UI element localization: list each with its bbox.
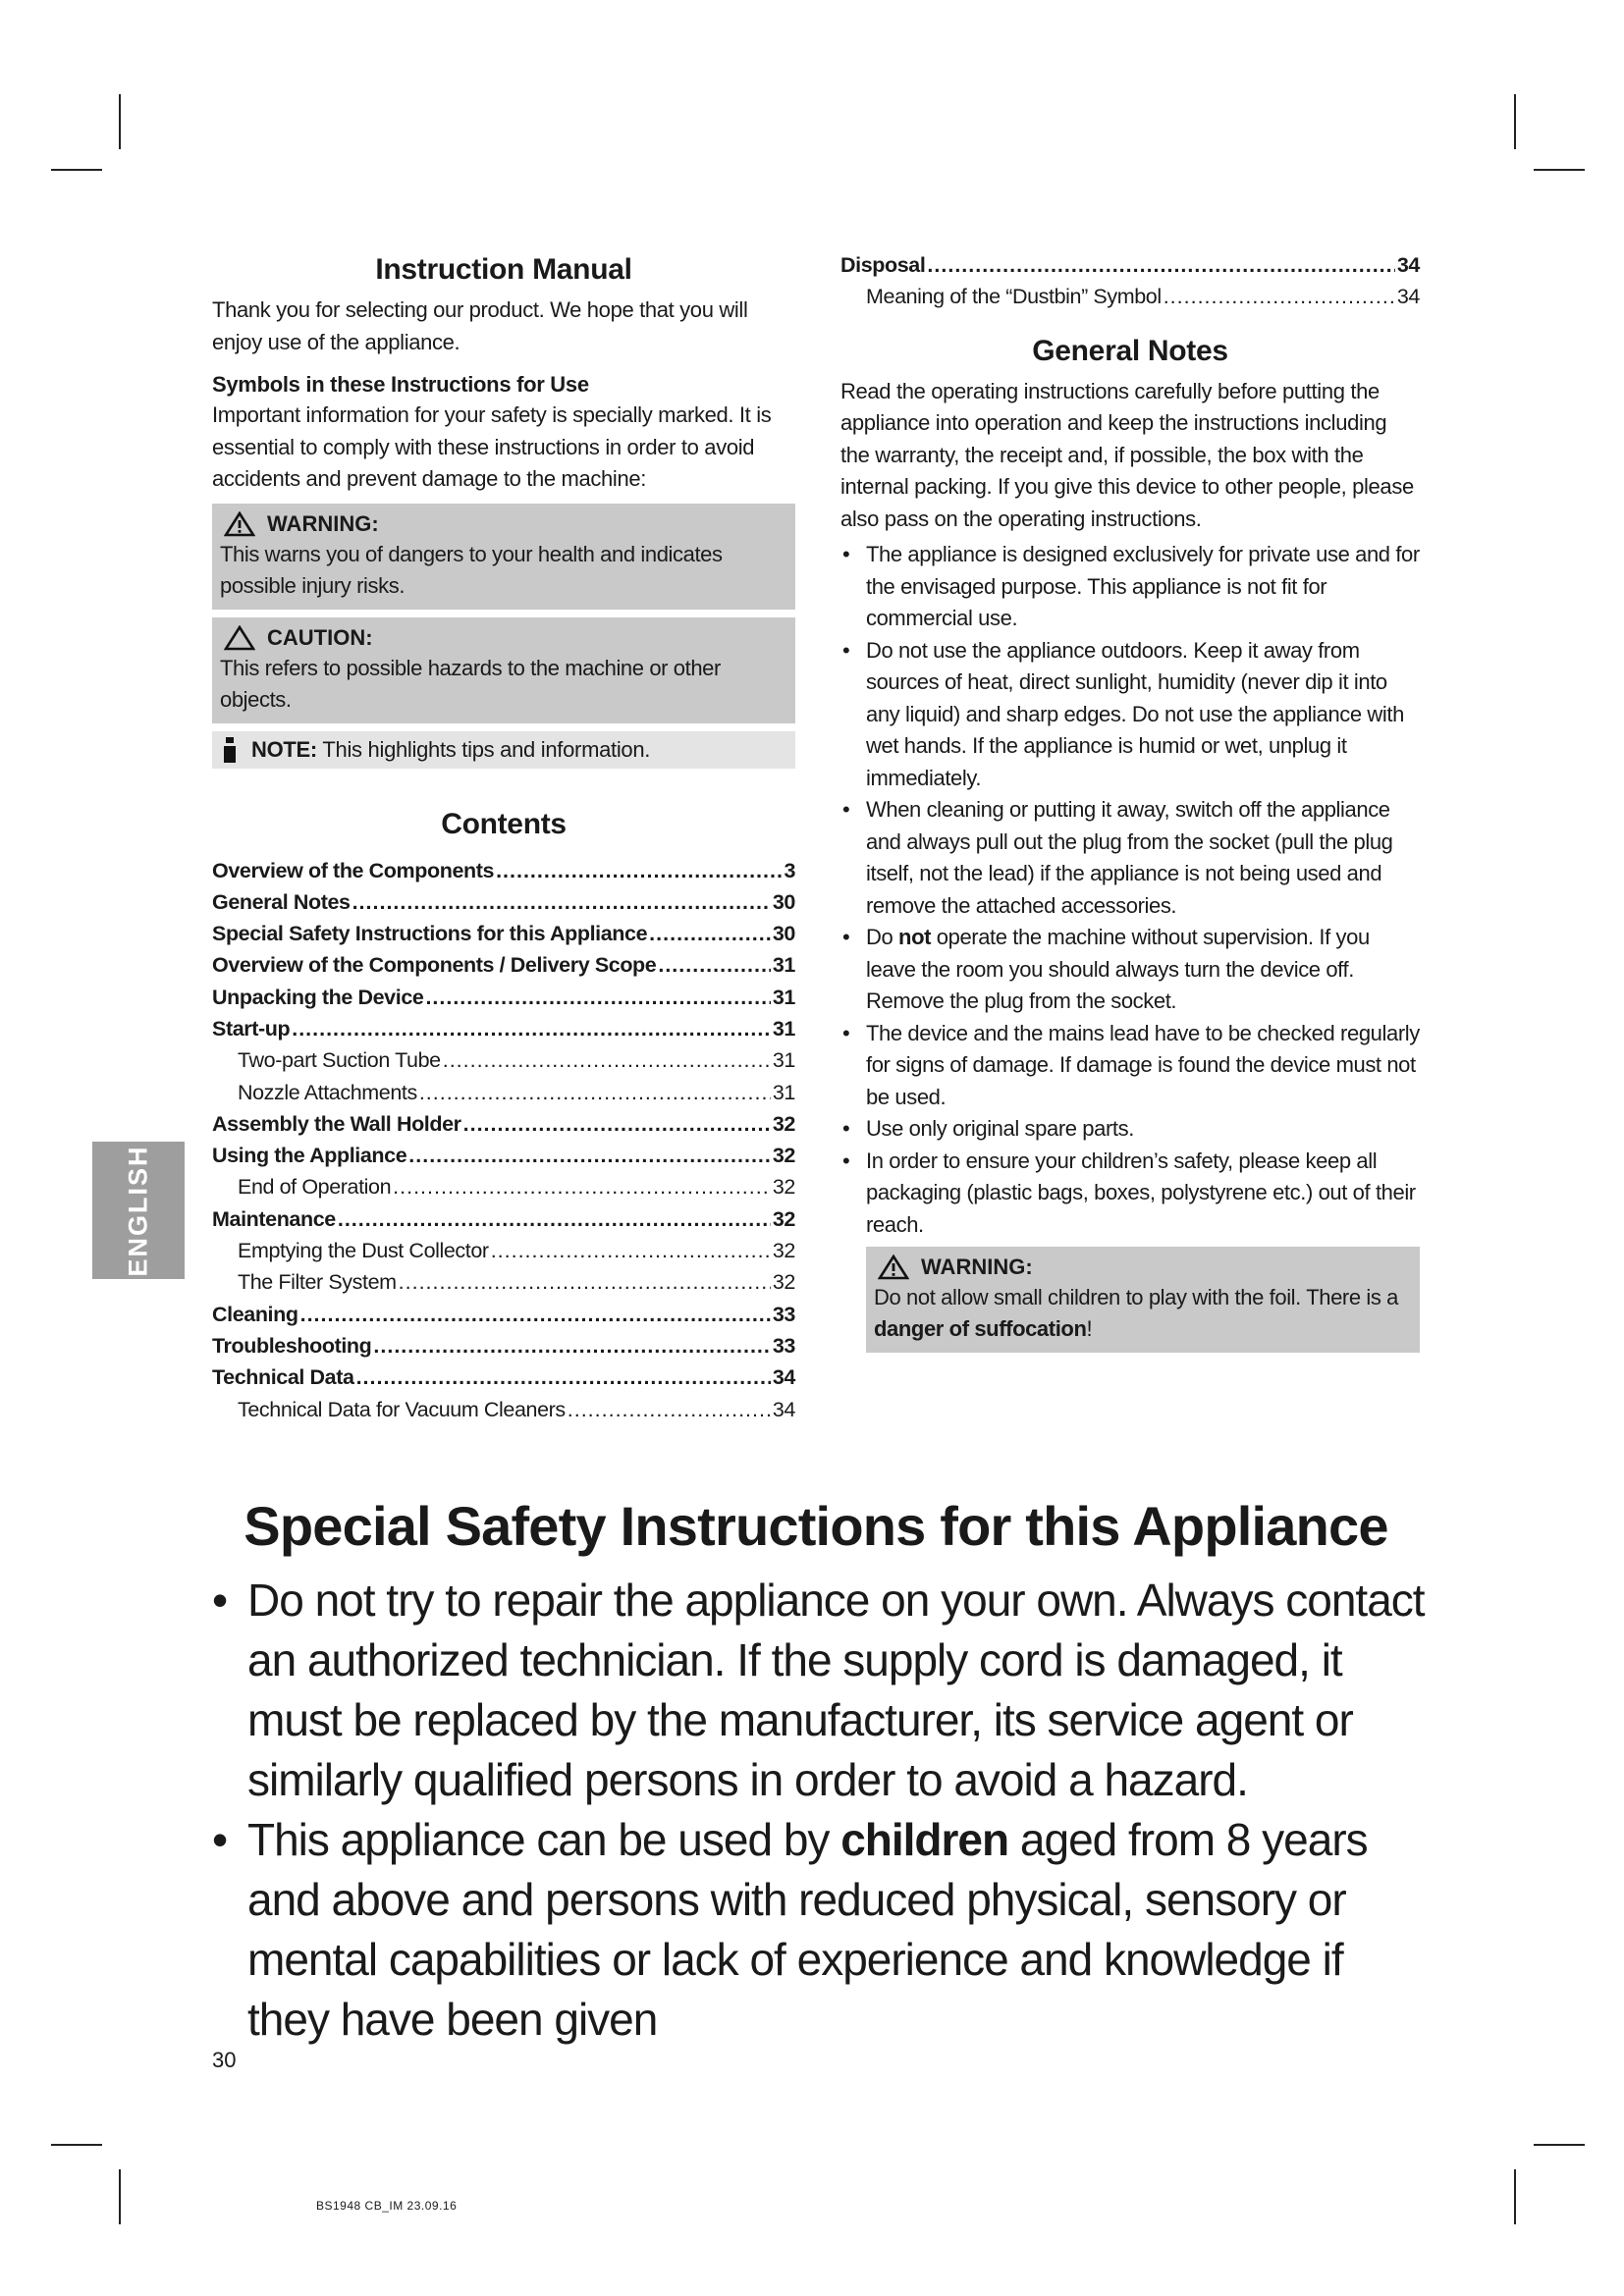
crop-mark — [119, 2169, 121, 2224]
toc-leader — [408, 1140, 771, 1171]
toc-entry-label: Technical Data — [212, 1365, 354, 1390]
toc-entry-page: 32 — [772, 1111, 795, 1136]
list-item: • In order to ensure your children’s safety, please keep all packaging (plastic bags, boxes, polystyrene etc.) out of their reach. — [840, 1146, 1420, 1242]
toc-entry-page: 32 — [772, 1175, 795, 1200]
toc-entry-page: 32 — [772, 1144, 795, 1168]
toc-leader — [491, 1235, 771, 1266]
toc-leader — [496, 855, 782, 886]
caution-title: CAUTION: — [267, 624, 373, 650]
toc-entry-label: Overview of the Components / Delivery Scope — [212, 953, 657, 978]
toc-entry — [212, 1013, 795, 1044]
toc-entry-label: End of Operation — [238, 1175, 392, 1200]
toc-entry-label: Nozzle Attachments — [238, 1080, 417, 1104]
suffocation-warning-box — [866, 1247, 1420, 1353]
toc-entry-page: 32 — [772, 1206, 795, 1231]
suffocation-warning-text: Do not allow small children to play with the foil. There is a danger of suffocation! — [874, 1285, 1399, 1342]
symbols-text: Important information for your safety is specially marked. It is essential to comply with these instructions in order to avoid accidents and prevent damage to the machine: — [212, 402, 772, 491]
caution-text: This refers to possible hazards to the machine or other objects. — [220, 655, 721, 712]
toc-entry-page: 34 — [772, 1397, 795, 1421]
toc-leader — [419, 1077, 771, 1108]
toc-entry — [212, 949, 795, 981]
toc-leader — [352, 886, 771, 918]
crop-mark — [51, 169, 102, 171]
toc-entry — [212, 1362, 795, 1393]
toc-entry — [212, 918, 795, 949]
toc-leader — [658, 949, 771, 981]
warning-title: WARNING: — [267, 510, 379, 536]
crop-mark — [1534, 169, 1585, 171]
toc-entry — [840, 281, 1420, 312]
general-notes-title: General Notes — [1032, 334, 1228, 367]
list-item: • When cleaning or putting it away, switch off the appliance and always pull out the plug from the socket (pull the plug itself, not the lead) if the appliance is not being used and remove the attached accessories. — [840, 794, 1420, 922]
table-of-contents-continued — [840, 249, 1420, 313]
general-notes-list — [840, 539, 1420, 1241]
toc-entry-page: 3 — [784, 858, 795, 882]
toc-entry-page: 32 — [772, 1270, 795, 1295]
toc-entry-label: Assembly the Wall Holder — [212, 1111, 461, 1136]
toc-entry-label: Emptying the Dust Collector — [238, 1239, 489, 1263]
toc-entry-label: Disposal — [840, 253, 926, 277]
toc-entry-page: 32 — [772, 1239, 795, 1263]
toc-leader — [443, 1044, 771, 1076]
toc-entry — [212, 1108, 795, 1140]
crop-mark — [1514, 2169, 1516, 2224]
toc-leader — [373, 1330, 770, 1362]
intro-title: Instruction Manual — [375, 253, 632, 286]
toc-leader — [356, 1362, 771, 1393]
toc-leader — [568, 1394, 771, 1425]
left-column — [212, 253, 795, 1425]
general-notes-text: Read the operating instructions carefully before putting the appliance into operation and keep the instructions including the warranty, the receipt and, if possible, the box with the internal packing. If you give this device to other people, please also pass on the operating instructions. — [840, 378, 1414, 531]
toc-entry-page: 31 — [772, 985, 795, 1009]
toc-leader — [300, 1299, 771, 1330]
toc-entry-page: 34 — [1396, 253, 1420, 277]
toc-entry-page: 31 — [772, 1048, 795, 1073]
toc-entry — [212, 1140, 795, 1171]
warning-title: WARNING: — [921, 1255, 1033, 1280]
list-item: • Do not use the appliance outdoors. Keep it away from sources of heat, direct sunlight, humidity (never dip it into any liquid) and sharp edges. Do not use the appliance with wet hands. If the appliance is humid or wet, unplug it immediately. — [840, 635, 1420, 795]
footer-code: BS1948 CB_IM 23.09.16 — [316, 2199, 458, 2213]
crop-mark — [1534, 2144, 1585, 2146]
right-column — [840, 253, 1420, 1353]
toc-entry-label: Troubleshooting — [212, 1333, 372, 1358]
toc-entry — [212, 1394, 795, 1425]
caution-triangle-icon — [224, 625, 255, 651]
toc-leader — [399, 1266, 771, 1298]
note-label: NOTE: — [251, 736, 317, 762]
toc-entry-label: Cleaning — [212, 1302, 298, 1326]
toc-entry — [212, 1203, 795, 1235]
toc-entry — [212, 1266, 795, 1298]
toc-entry — [212, 1330, 795, 1362]
toc-entry-page: 30 — [772, 922, 795, 946]
toc-entry-label: Maintenance — [212, 1206, 336, 1231]
safety-item: • This appliance can be used by children aged from 8 years and above and persons with reduced physical, sensory or mental capabilities or lack of experience and knowledge if they have been given — [212, 1810, 1430, 2050]
toc-leader — [927, 249, 1394, 281]
warning-triangle-icon — [878, 1255, 909, 1280]
safety-item: • Do not try to repair the appliance on your own. Always contact an authorized technician. If the supply cord is damaged, it must be replaced by the manufacturer, its service agent or similarly qualified persons in order to avoid a hazard. — [212, 1571, 1430, 1810]
toc-leader — [463, 1108, 771, 1140]
toc-leader — [425, 982, 770, 1013]
toc-entry-page: 31 — [772, 1016, 795, 1041]
toc-entry-page: 31 — [772, 953, 795, 978]
table-of-contents — [212, 855, 795, 1425]
note-box — [212, 731, 795, 769]
crop-mark — [51, 2144, 102, 2146]
toc-leader — [1164, 281, 1395, 312]
language-tab — [92, 1142, 185, 1279]
symbols-heading: Symbols in these Instructions for Use — [212, 372, 589, 397]
note-text: This highlights tips and information. — [316, 736, 651, 762]
warning-box — [212, 504, 795, 610]
toc-entry-label: Meaning of the “Dustbin” Symbol — [866, 285, 1162, 309]
intro-text: Thank you for selecting our product. We hope that you will enjoy use of the appliance. — [212, 297, 748, 354]
toc-leader — [649, 918, 771, 949]
toc-leader — [338, 1203, 771, 1235]
crop-mark — [119, 94, 121, 149]
safety-list — [212, 1571, 1430, 2050]
toc-entry — [212, 1171, 795, 1202]
toc-entry — [212, 1299, 795, 1330]
toc-entry-label: Two-part Suction Tube — [238, 1048, 441, 1073]
toc-entry-label: Using the Appliance — [212, 1144, 407, 1168]
toc-entry-label: The Filter System — [238, 1270, 397, 1295]
safety-title: Special Safety Instructions for this Appliance — [244, 1495, 1388, 1557]
toc-leader — [292, 1013, 771, 1044]
toc-entry-page: 33 — [772, 1302, 795, 1326]
toc-entry-label: Technical Data for Vacuum Cleaners — [238, 1397, 566, 1421]
toc-entry-label: Special Safety Instructions for this Appliance — [212, 922, 648, 946]
toc-entry — [212, 1044, 795, 1076]
list-item: • The device and the mains lead have to be checked regularly for signs of damage. If damage is found the device must not be used. — [840, 1018, 1420, 1114]
toc-entry-label: General Notes — [212, 889, 351, 914]
warning-triangle-icon — [224, 511, 255, 537]
toc-entry — [212, 982, 795, 1013]
toc-entry — [212, 1077, 795, 1108]
crop-mark — [1514, 94, 1516, 149]
warning-text: This warns you of dangers to your health and indicates possible injury risks. — [220, 541, 723, 598]
toc-entry — [212, 1235, 795, 1266]
toc-entry-label: Unpacking the Device — [212, 985, 424, 1009]
toc-entry-page: 31 — [772, 1080, 795, 1104]
toc-entry-page: 33 — [772, 1333, 795, 1358]
toc-leader — [393, 1171, 771, 1202]
page-number: 30 — [212, 2048, 237, 2072]
toc-entry-page: 34 — [1396, 285, 1420, 309]
list-item: • Use only original spare parts. — [840, 1113, 1420, 1146]
toc-entry-label: Start-up — [212, 1016, 291, 1041]
list-item: • The appliance is designed exclusively for private use and for the envisaged purpose. This appliance is not fit for commercial use. — [840, 539, 1420, 635]
contents-title: Contents — [441, 807, 567, 840]
toc-entry-label: Overview of the Components — [212, 858, 495, 882]
toc-entry-page: 30 — [772, 889, 795, 914]
toc-entry-page: 34 — [772, 1365, 795, 1390]
caution-box — [212, 617, 795, 723]
toc-entry — [840, 249, 1420, 281]
toc-entry — [212, 855, 795, 886]
list-item: • Do not operate the machine without supervision. If you leave the room you should always turn the device off. Remove the plug from the socket. — [840, 922, 1420, 1018]
toc-entry — [212, 886, 795, 918]
info-icon — [224, 737, 236, 763]
language-tab-label: ENGLISH — [123, 1144, 153, 1277]
